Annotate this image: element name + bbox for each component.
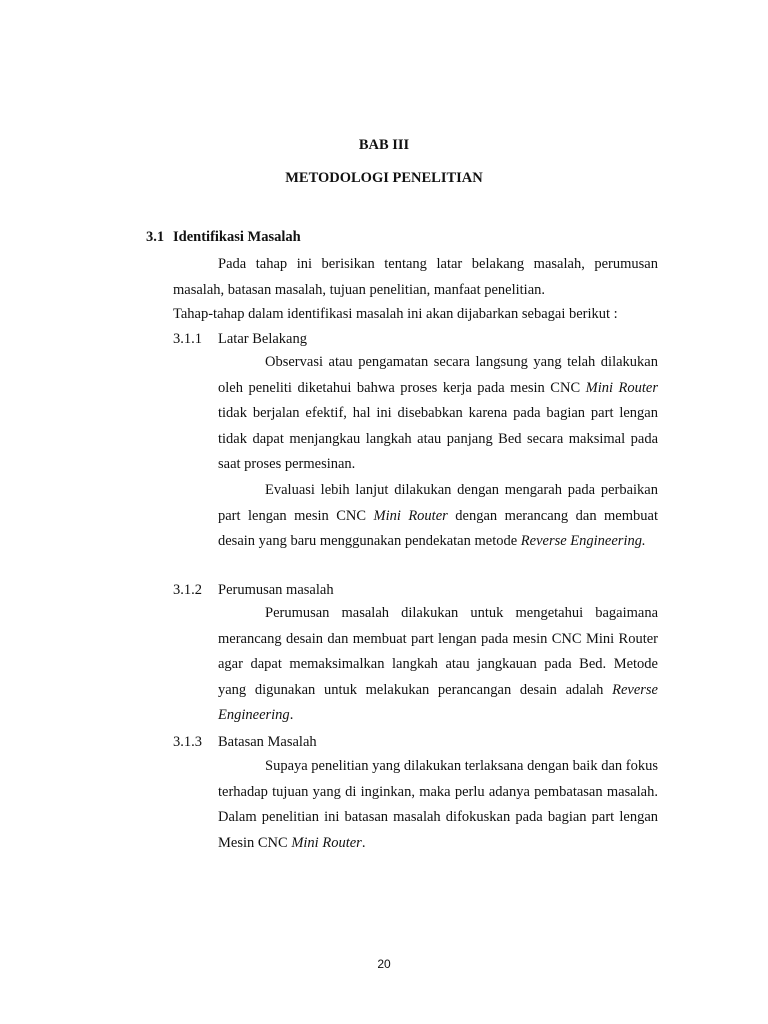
section-title: Identifikasi Masalah: [173, 229, 301, 245]
subsection-heading-3-1-2: [173, 582, 334, 599]
section-heading: [146, 229, 301, 246]
paragraph-text: Supaya penelitian yang dilakukan terlaksana dengan baik dan fokus terhadap tujuan yang di inginkan, maka perlu adanya pembatasan masalah. Dalam penelitian ini batasan masalah difokuskan pada bagian part lengan Mesin CNC Mini Router.: [218, 758, 658, 851]
latar-belakang-paragraph-2: [218, 478, 658, 555]
subsection-title: Perumusan masalah: [218, 582, 334, 598]
paragraph-text: Evaluasi lebih lanjut dilakukan dengan mengarah pada perbaikan part lengan mesin CNC Mini Router dengan merancang dan membuat desain yang baru menggunakan pendekatan metode Reverse Engineering.: [218, 482, 658, 550]
section-number: 3.1: [146, 229, 165, 245]
subsection-heading-3-1-1: [173, 331, 307, 348]
subsection-heading-3-1-3: [173, 734, 317, 751]
intro-text: Pada tahap ini berisikan tentang latar belakang masalah, perumusan masalah, batasan masalah, tujuan penelitian, manfaat penelitian.: [173, 256, 658, 298]
subsection-number: 3.1.3: [173, 734, 202, 750]
intro-lead: Tahap-tahap dalam identifikasi masalah ini akan dijabarkan sebagai berikut :: [173, 306, 618, 322]
perumusan-masalah-paragraph: [218, 601, 658, 729]
page-number: 20: [377, 957, 391, 971]
intro-paragraph: [173, 252, 658, 303]
chapter-title: METODOLOGI PENELITIAN: [285, 170, 483, 186]
subsection-title: Batasan Masalah: [218, 734, 317, 750]
subsection-title: Latar Belakang: [218, 331, 307, 347]
subsection-number: 3.1.1: [173, 331, 202, 347]
paragraph-text: Observasi atau pengamatan secara langsung yang telah dilakukan oleh peneliti diketahui bahwa proses kerja pada mesin CNC Mini Router tidak berjalan efektif, hal ini disebabkan karena pada bagian part lengan tidak dapat menjangkau langkah atau panjang Bed secara maksimal pada saat proses permesinan.: [218, 354, 658, 473]
paragraph-text: Perumusan masalah dilakukan untuk mengetahui bagaimana merancang desain dan membuat part lengan pada mesin CNC Mini Router agar dapat memaksimalkan langkah atau jangkauan pada Bed. Metode yang digunakan untuk melakukan perancangan desain adalah Reverse Engineering.: [218, 605, 658, 724]
latar-belakang-paragraph-1: [218, 350, 658, 478]
subsection-number: 3.1.2: [173, 582, 202, 598]
chapter-heading: BAB III: [358, 137, 410, 153]
batasan-masalah-paragraph: [218, 754, 658, 856]
